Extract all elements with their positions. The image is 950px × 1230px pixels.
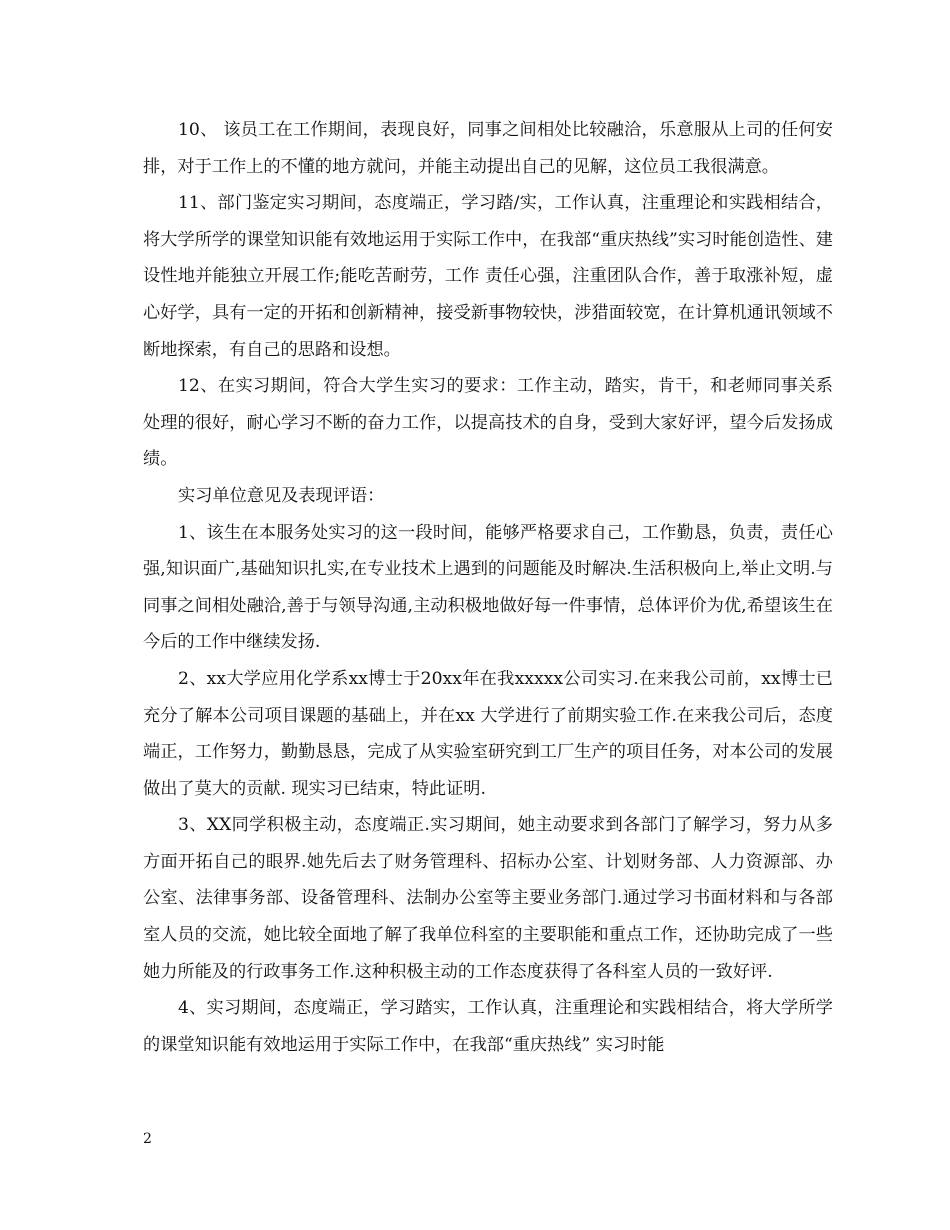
- paragraph-12: 12、在实习期间，符合大学生实习的要求：工作主动，踏实，肯干，和老师同事关系处理的很好，耐心学习不断的奋力工作，以提高技术的自身，受到大家好评，望今后发扬成绩。: [143, 376, 833, 470]
- paragraph-1: 1、该生在本服务处实习的这一段时间，能够严格要求自己，工作勤恳，负责，责任心强,知识面广,基础知识扎实,在专业技术上遇到的问题能及时解决.生活积极向上,举止文明.与同事之间相处融洽,善于与领导沟通,主动积极地做好每一件事情，总体评价为优,希望该生在今后的工作中继续发扬.: [143, 522, 833, 653]
- paragraph-4: 4、实习期间，态度端正，学习踏实，工作认真，注重理论和实践相结合，将大学所学的课堂知识能有效地运用于实际工作中，在我部“重庆热线” 实习时能: [143, 998, 833, 1055]
- document-body: [143, 112, 833, 1063]
- paragraph-11: 11、部门鉴定实习期间，态度端正，学习踏/实，工作认真，注重理论和实践相结合，将大学所学的课堂知识能有效地运用于实际工作中，在我部“重庆热线”实习时能创造性、建设性地并能独立开展工作;能吃苦耐劳，工作 责任心强，注重团队合作，善于取涨补短，虚心好学，具有一定的开拓和创新精神，接受新事物较快，涉猎面较宽，在计算机通讯领域不断地探索，有自己的思路和设想。: [143, 193, 833, 360]
- page-number: 2: [143, 1131, 152, 1147]
- paragraph-2: 2、xx大学应用化学系xx博士于20xx年在我xxxxx公司实习.在来我公司前，xx博士已充分了解本公司项目课题的基础上，并在xx 大学进行了前期实验工作.在来我公司后，态度端正，工作努力，勤勤恳恳，完成了从实验室研究到工厂生产的项目任务，对本公司的发展做出了莫大的贡献. 现实习已结束，特此证明.: [143, 668, 833, 799]
- paragraph-10: 10、 该员工在工作期间，表现良好，同事之间相处比较融洽，乐意服从上司的任何安排，对于工作上的不懂的地方就问，并能主动提出自己的见解，这位员工我很满意。: [143, 120, 833, 177]
- section-heading: 实习单位意见及表现评语：: [178, 485, 385, 506]
- paragraph-3: 3、XX同学积极主动，态度端正.实习期间，她主动要求到各部门了解学习，努力从多方面开拓自己的眼界.她先后去了财务管理科、招标办公室、计划财务部、人力资源部、办公室、法律事务部、设备管理科、法制办公室等主要业务部门.通过学习书面材料和与各部室人员的交流，她比较全面地了解了我单位科室的主要职能和重点工作，还协助完成了一些她力所能及的行政事务工作.这种积极主动的工作态度获得了各科室人员的一致好评.: [143, 815, 833, 982]
